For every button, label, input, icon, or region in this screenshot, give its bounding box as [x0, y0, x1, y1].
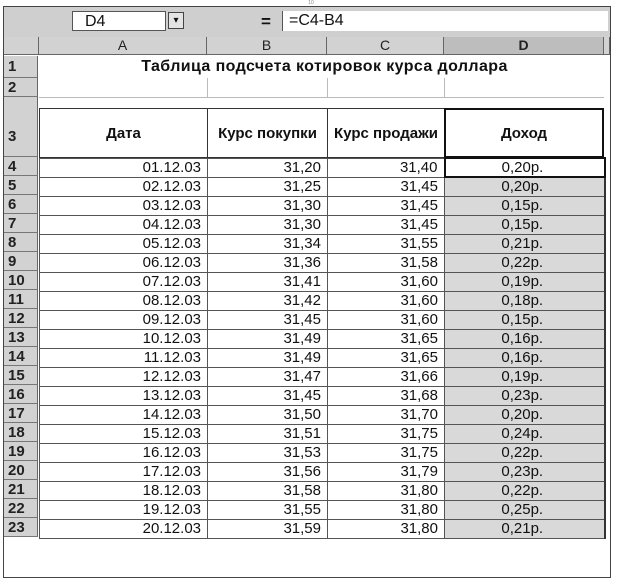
spreadsheet-window — [3, 6, 611, 578]
select-all-corner[interactable] — [4, 37, 39, 55]
income-cell[interactable]: 0,15р. — [445, 196, 605, 215]
row-header[interactable]: 23 — [4, 518, 38, 537]
income-cell[interactable]: 0,15р. — [445, 215, 605, 234]
date-cell[interactable]: 20.12.03 — [40, 519, 208, 538]
table-row — [40, 443, 605, 462]
income-cell[interactable]: 0,15р. — [445, 310, 605, 329]
sell-rate-cell[interactable]: 31,65 — [328, 329, 445, 348]
sell-rate-cell[interactable]: 31,80 — [328, 500, 445, 519]
row-header[interactable]: 17 — [4, 404, 38, 423]
income-cell[interactable]: 0,22р. — [445, 443, 605, 462]
header-sell[interactable] — [327, 108, 445, 158]
header-date-label: Дата — [106, 124, 141, 142]
row-header[interactable]: 5 — [4, 176, 38, 195]
row-header[interactable]: 3 — [4, 97, 38, 157]
date-cell[interactable]: 08.12.03 — [40, 291, 208, 310]
formula-input[interactable]: =C4-B4 — [282, 11, 608, 31]
sell-rate-cell[interactable]: 31,60 — [328, 272, 445, 291]
income-cell[interactable]: 0,23р. — [445, 462, 605, 481]
buy-rate-cell[interactable]: 31,41 — [208, 272, 328, 291]
income-cell[interactable]: 0,20р. — [445, 177, 605, 196]
sell-rate-cell[interactable]: 31,68 — [328, 386, 445, 405]
buy-rate-cell[interactable]: 31,55 — [208, 500, 328, 519]
table-row — [40, 177, 605, 196]
row-header[interactable]: 9 — [4, 252, 38, 271]
header-date[interactable] — [39, 108, 208, 158]
sell-rate-cell[interactable]: 31,80 — [328, 481, 445, 500]
row-header[interactable]: 8 — [4, 233, 38, 252]
buy-rate-cell[interactable]: 31,20 — [208, 158, 328, 177]
sell-rate-cell[interactable]: 31,45 — [328, 215, 445, 234]
table-title: Таблица подсчета котировок курса доллара — [141, 58, 508, 75]
income-cell[interactable]: 0,24р. — [445, 424, 605, 443]
date-cell[interactable]: 01.12.03 — [40, 158, 208, 177]
sell-rate-cell[interactable]: 31,80 — [328, 519, 445, 538]
formula-bar — [4, 7, 610, 38]
table-row — [40, 158, 605, 177]
buy-rate-cell[interactable]: 31,47 — [208, 367, 328, 386]
table-row — [40, 386, 605, 405]
income-cell[interactable]: 0,22р. — [445, 481, 605, 500]
date-cell[interactable]: 17.12.03 — [40, 462, 208, 481]
header-income[interactable] — [444, 108, 604, 158]
page-number: 10 — [308, 0, 314, 6]
buy-rate-cell[interactable]: 31,25 — [208, 177, 328, 196]
buy-rate-cell[interactable]: 31,30 — [208, 215, 328, 234]
header-buy[interactable] — [207, 108, 328, 158]
date-cell[interactable]: 04.12.03 — [40, 215, 208, 234]
table-row — [40, 424, 605, 443]
income-cell[interactable]: 0,25р. — [445, 500, 605, 519]
date-cell[interactable]: 15.12.03 — [40, 424, 208, 443]
header-income-label: Доход — [500, 124, 548, 142]
sell-rate-cell[interactable]: 31,45 — [328, 177, 445, 196]
buy-rate-cell[interactable]: 31,45 — [208, 386, 328, 405]
row-header[interactable]: 20 — [4, 461, 38, 480]
sell-rate-cell[interactable]: 31,60 — [328, 310, 445, 329]
buy-rate-cell[interactable]: 31,59 — [208, 519, 328, 538]
row-header[interactable]: 11 — [4, 290, 38, 309]
sell-rate-cell[interactable]: 31,58 — [328, 253, 445, 272]
date-cell[interactable]: 06.12.03 — [40, 253, 208, 272]
buy-rate-cell[interactable]: 31,45 — [208, 310, 328, 329]
date-cell[interactable]: 05.12.03 — [40, 234, 208, 253]
column-header-c[interactable]: C — [327, 37, 444, 55]
row-header[interactable]: 2 — [4, 78, 38, 97]
income-cell[interactable]: 0,19р. — [445, 272, 605, 291]
edit-formula-button[interactable]: = — [261, 12, 271, 31]
buy-rate-cell[interactable]: 31,30 — [208, 196, 328, 215]
table-row — [40, 500, 605, 519]
data-table — [39, 157, 606, 539]
table-row — [40, 348, 605, 367]
row-header[interactable]: 19 — [4, 442, 38, 461]
buy-rate-cell[interactable]: 31,56 — [208, 462, 328, 481]
sell-rate-cell[interactable]: 31,66 — [328, 367, 445, 386]
row-header[interactable]: 14 — [4, 347, 38, 366]
sell-rate-cell[interactable]: 31,60 — [328, 291, 445, 310]
buy-rate-cell[interactable]: 31,53 — [208, 443, 328, 462]
column-header-e-stub — [604, 37, 610, 55]
row-header[interactable]: 6 — [4, 195, 38, 214]
income-cell[interactable]: 0,23р. — [445, 386, 605, 405]
buy-rate-cell[interactable]: 31,49 — [208, 329, 328, 348]
row-header[interactable]: 10 — [4, 271, 38, 290]
income-cell[interactable]: 0,16р. — [445, 329, 605, 348]
date-cell[interactable]: 03.12.03 — [40, 196, 208, 215]
sell-rate-cell[interactable]: 31,65 — [328, 348, 445, 367]
buy-rate-cell[interactable]: 31,34 — [208, 234, 328, 253]
row-header[interactable]: 4 — [4, 157, 38, 176]
row-header[interactable]: 13 — [4, 328, 38, 347]
table-row — [40, 367, 605, 386]
buy-rate-cell[interactable]: 31,51 — [208, 424, 328, 443]
chevron-down-icon[interactable]: ▾ — [168, 12, 184, 29]
sell-rate-cell[interactable]: 31,75 — [328, 424, 445, 443]
buy-rate-cell[interactable]: 31,58 — [208, 481, 328, 500]
sell-rate-cell[interactable]: 31,40 — [328, 158, 445, 177]
name-box[interactable]: D4 — [72, 11, 166, 31]
date-cell[interactable]: 16.12.03 — [40, 443, 208, 462]
row-header[interactable]: 18 — [4, 423, 38, 442]
row-header[interactable]: 7 — [4, 214, 38, 233]
table-row — [40, 253, 605, 272]
income-cell[interactable]: 0,19р. — [445, 367, 605, 386]
row-header[interactable]: 15 — [4, 366, 38, 385]
income-cell[interactable]: 0,20р. — [445, 405, 605, 424]
table-row — [40, 519, 605, 538]
date-cell[interactable]: 10.12.03 — [40, 329, 208, 348]
table-row — [40, 405, 605, 424]
column-header-b[interactable]: B — [207, 37, 327, 55]
date-cell[interactable]: 14.12.03 — [40, 405, 208, 424]
date-cell[interactable]: 18.12.03 — [40, 481, 208, 500]
row-header[interactable]: 16 — [4, 385, 38, 404]
table-row — [40, 329, 605, 348]
date-cell[interactable]: 09.12.03 — [40, 310, 208, 329]
table-row — [40, 215, 605, 234]
column-header-d[interactable]: D — [444, 37, 604, 55]
table-row — [40, 481, 605, 500]
table-row — [40, 291, 605, 310]
sell-rate-cell[interactable]: 31,79 — [328, 462, 445, 481]
buy-rate-cell[interactable]: 31,49 — [208, 348, 328, 367]
sell-rate-cell[interactable]: 31,75 — [328, 443, 445, 462]
row-header[interactable]: 21 — [4, 480, 38, 499]
buy-rate-cell[interactable]: 31,50 — [208, 405, 328, 424]
income-cell[interactable]: 0,21р. — [445, 519, 605, 538]
date-cell[interactable]: 11.12.03 — [40, 348, 208, 367]
buy-rate-cell[interactable]: 31,42 — [208, 291, 328, 310]
table-row — [40, 196, 605, 215]
column-header-a[interactable]: A — [39, 37, 207, 55]
header-buy-label: Курс покупки — [218, 124, 317, 142]
sell-rate-cell[interactable]: 31,55 — [328, 234, 445, 253]
date-cell[interactable]: 07.12.03 — [40, 272, 208, 291]
row-header[interactable]: 12 — [4, 309, 38, 328]
date-cell[interactable]: 13.12.03 — [40, 386, 208, 405]
date-cell[interactable]: 19.12.03 — [40, 500, 208, 519]
income-cell[interactable]: 0,22р. — [445, 253, 605, 272]
date-cell[interactable]: 12.12.03 — [40, 367, 208, 386]
table-row — [40, 310, 605, 329]
row-header[interactable]: 1 — [4, 56, 38, 78]
date-cell[interactable]: 02.12.03 — [40, 177, 208, 196]
income-cell[interactable]: 0,18р. — [445, 291, 605, 310]
table-row — [40, 234, 605, 253]
income-cell[interactable]: 0,20р. — [445, 158, 605, 177]
sell-rate-cell[interactable]: 31,45 — [328, 196, 445, 215]
sell-rate-cell[interactable]: 31,70 — [328, 405, 445, 424]
header-sell-label: Курс продажи — [334, 124, 438, 142]
income-cell[interactable]: 0,21р. — [445, 234, 605, 253]
buy-rate-cell[interactable]: 31,36 — [208, 253, 328, 272]
table-row — [40, 272, 605, 291]
table-row — [40, 462, 605, 481]
row-header[interactable]: 22 — [4, 499, 38, 518]
income-cell[interactable]: 0,16р. — [445, 348, 605, 367]
